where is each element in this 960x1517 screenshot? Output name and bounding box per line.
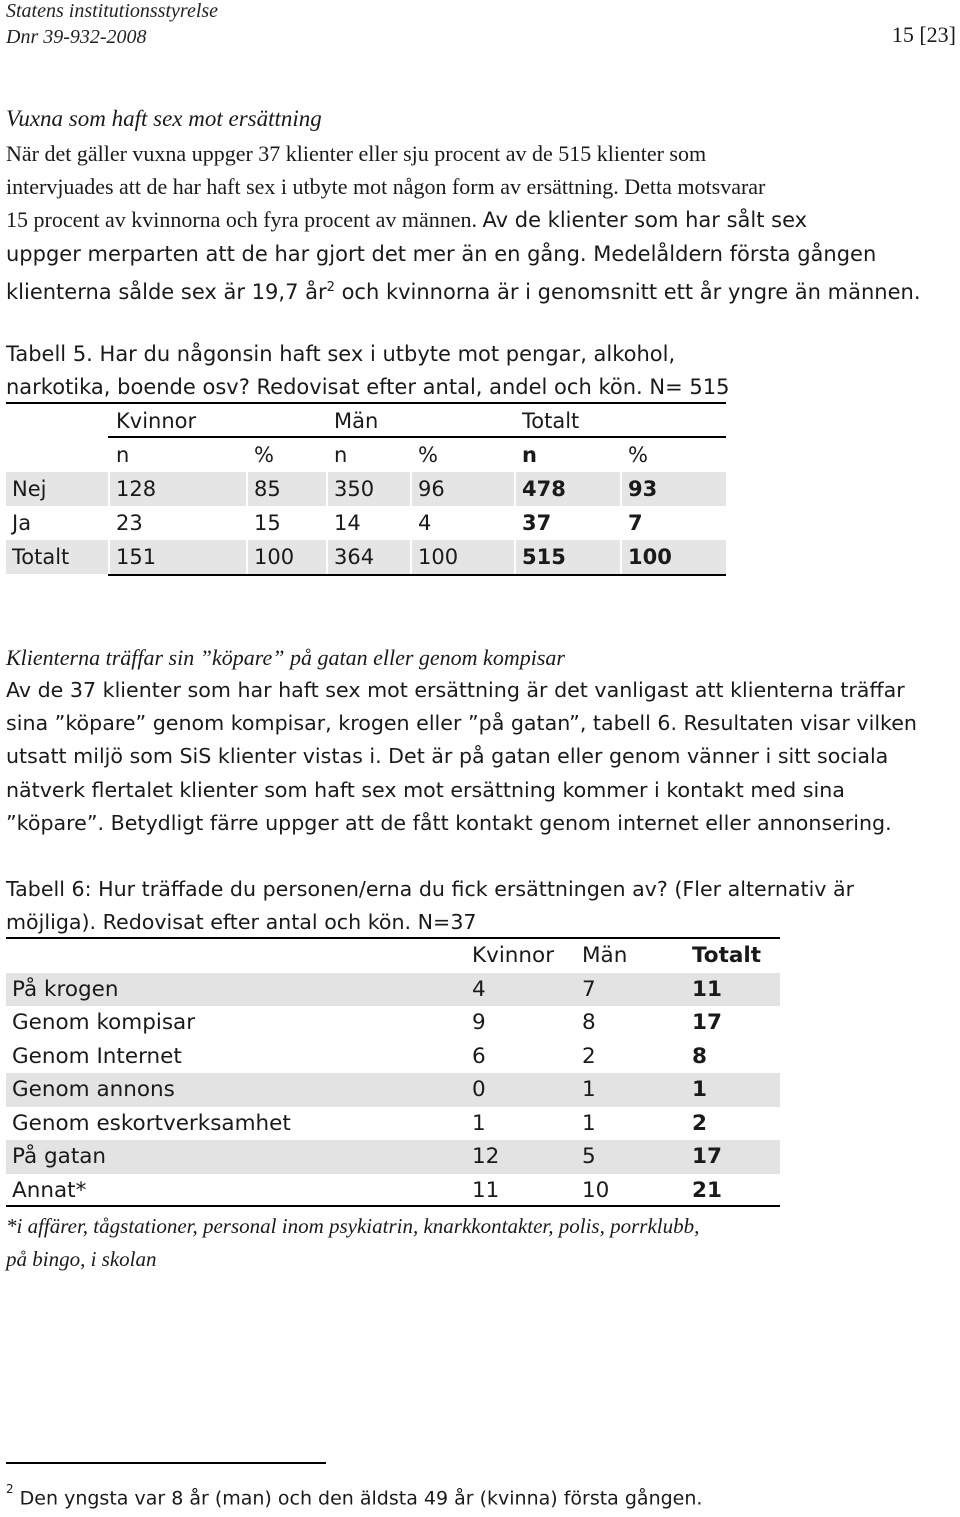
- paragraph-text: och kvinnorna är i genomsnitt ett år yngre än männen.: [334, 279, 921, 304]
- table6-header: [6, 939, 780, 973]
- table6-bottom-rule: [6, 1205, 780, 1207]
- column-divider: [514, 472, 516, 574]
- table-cell: 10: [582, 1177, 610, 1203]
- table-cell: 11: [692, 976, 722, 1002]
- section-heading-buyers: Klienterna träffar sin ”köpare” på gatan eller genom kompisar: [6, 645, 565, 670]
- row-label: Totalt: [12, 545, 70, 569]
- table-cell: 478: [522, 477, 566, 501]
- table5-caption: [6, 338, 958, 404]
- footnote-rule: [6, 1462, 326, 1464]
- table-cell: 17: [692, 1010, 722, 1035]
- row-label: Genom kompisar: [12, 1010, 196, 1035]
- table6-note: [6, 1210, 906, 1276]
- footnote-number: 2: [6, 1482, 14, 1496]
- section-heading-adults: Vuxna som haft sex mot ersättning: [6, 106, 322, 131]
- group-header-totalt: Totalt: [522, 409, 580, 433]
- document-reference: Dnr 39-932-2008: [6, 26, 147, 48]
- group-header-man: Män: [334, 409, 379, 433]
- paragraph-text: Medelåldern första gången: [593, 241, 877, 266]
- paragraph-line: [6, 271, 958, 309]
- table-cell: 37: [522, 511, 552, 535]
- table-cell: 96: [418, 477, 445, 501]
- paragraph-text: 15 procent av kvinnorna och fyra procent av männen.: [6, 207, 477, 233]
- table-cell: 15: [254, 511, 281, 535]
- subheader-percent: %: [418, 443, 438, 467]
- column-divider: [326, 472, 328, 574]
- table-cell: 4: [472, 976, 486, 1002]
- subheader-n: n: [334, 443, 348, 467]
- table5-subheader: [6, 438, 726, 472]
- table-row: [6, 472, 726, 506]
- table6: [6, 939, 780, 1207]
- table-cell: 85: [254, 477, 281, 501]
- caption-line: Tabell 6: Hur träffade du personen/erna du fick ersättningen av? (Fler alternativ är: [6, 877, 855, 901]
- table-cell: 1: [582, 1077, 596, 1102]
- paragraph-line: [6, 238, 958, 271]
- table-row: [6, 1174, 780, 1208]
- table-row: [6, 506, 726, 540]
- table-cell: 364: [334, 545, 375, 569]
- table-cell: 151: [116, 545, 157, 569]
- column-header-man: Män: [582, 943, 628, 968]
- table-row: [6, 1040, 780, 1074]
- column-divider: [108, 472, 110, 574]
- footnote-ref: 2: [326, 279, 335, 295]
- column-header-kvinnor: Kvinnor: [472, 943, 555, 968]
- row-label: Nej: [12, 477, 47, 501]
- paragraph-line: ”köpare”. Betydligt färre uppger att de fått kontakt genom internet eller annonsering.: [6, 810, 892, 835]
- note-line: *i affärer, tågstationer, personal inom psykiatrin, knarkkontakter, polis, porrklubb,: [6, 1214, 700, 1238]
- caption-line: möjliga). Redovisat efter antal och kön. N=37: [6, 910, 477, 935]
- paragraph-line: När det gäller vuxna uppger 37 klienter eller sju procent av de 515 klienter som: [6, 141, 707, 166]
- table-cell: 4: [418, 511, 432, 535]
- subheader-percent: %: [628, 443, 648, 467]
- table-row: [6, 973, 780, 1007]
- paragraph-text: Av de klienter som har sålt sex: [482, 208, 808, 233]
- table-cell: 350: [334, 477, 375, 501]
- table-row: [6, 540, 726, 574]
- column-header-totalt: Totalt: [692, 943, 762, 968]
- table5-bottom-rule: [108, 574, 726, 576]
- table-cell: 21: [692, 1177, 722, 1203]
- table-cell: 8: [692, 1043, 707, 1069]
- table-cell: 100: [628, 545, 672, 569]
- column-divider: [620, 472, 622, 574]
- table-cell: 9: [472, 1010, 486, 1035]
- paragraph-text: klienterna sålde sex är 19,7 år: [6, 279, 327, 304]
- table-cell: 93: [628, 477, 658, 501]
- paragraph-line: Av de 37 klienter som har haft sex mot ersättning är det vanligast att klienterna träffar: [6, 678, 905, 702]
- table-cell: 0: [472, 1077, 486, 1102]
- table-cell: 7: [628, 511, 643, 535]
- table-cell: 11: [472, 1177, 500, 1203]
- table-row: [6, 1107, 780, 1141]
- caption-line: Tabell 5. Har du någonsin haft sex i utbyte mot pengar, alkohol,: [6, 342, 676, 366]
- column-divider: [410, 472, 412, 574]
- table-cell: 128: [116, 477, 157, 501]
- table-cell: 7: [582, 976, 596, 1002]
- table-cell: 1: [692, 1077, 707, 1102]
- organization-name: Statens institutionsstyrelse: [6, 0, 219, 22]
- row-label: Genom eskortverksamhet: [12, 1110, 291, 1136]
- subheader-n: n: [116, 443, 130, 467]
- footnote: [6, 1482, 703, 1510]
- table6-caption: [6, 873, 958, 939]
- table-row: [6, 1073, 780, 1107]
- column-divider: [246, 472, 248, 574]
- table-cell: 515: [522, 545, 566, 569]
- caption-line: narkotika, boende osv? Redovisat efter antal, andel och kön. N= 515: [6, 375, 730, 400]
- table-cell: 14: [334, 511, 361, 535]
- paragraph-line: sina ”köpare” genom kompisar, krogen eller ”på gatan”, tabell 6. Resultaten visar vilken: [6, 711, 917, 736]
- table-cell: 23: [116, 511, 143, 535]
- paragraph-text: uppger merparten att de har gjort det mer än en gång.: [6, 241, 587, 266]
- row-label: Genom Internet: [12, 1043, 182, 1069]
- subheader-percent: %: [254, 443, 274, 467]
- footnote-text: Den yngsta var 8 år (man) och den äldsta 49 år (kvinna) första gången.: [13, 1487, 703, 1510]
- paragraph-line: nätverk flertalet klienter som haft sex mot ersättning kommer i kontakt med sina: [6, 777, 845, 802]
- table5: [6, 404, 726, 574]
- paragraph-line: [6, 203, 958, 237]
- page-number: 15 [23]: [891, 22, 956, 47]
- table-cell: 17: [692, 1144, 722, 1169]
- table-cell: 100: [254, 545, 295, 569]
- table-cell: 5: [582, 1144, 596, 1169]
- paragraph-line: intervjuades att de har haft sex i utbyte mot någon form av ersättning. Detta motsvarar: [6, 174, 766, 200]
- group-header-kvinnor: Kvinnor: [116, 409, 197, 433]
- table-cell: 12: [472, 1144, 500, 1169]
- paragraph-adults: [6, 137, 958, 309]
- row-label: Genom annons: [12, 1077, 175, 1102]
- table-cell: 1: [472, 1110, 486, 1136]
- subheader-n: n: [522, 443, 537, 467]
- paragraph-line: utsatt miljö som SiS klienter vistas i. Det är på gatan eller genom vänner i sitt sociala: [6, 744, 889, 769]
- table5-group-header: [6, 404, 726, 438]
- table-row: [6, 1140, 780, 1174]
- table-cell: 2: [582, 1043, 596, 1069]
- note-line: på bingo, i skolan: [6, 1247, 157, 1271]
- row-label: Ja: [12, 511, 32, 535]
- row-label: På gatan: [12, 1144, 107, 1169]
- table-cell: 100: [418, 545, 459, 569]
- table-cell: 1: [582, 1110, 596, 1136]
- table-cell: 6: [472, 1043, 486, 1069]
- table-cell: 8: [582, 1010, 596, 1035]
- table-cell: 2: [692, 1110, 707, 1136]
- paragraph-buyers: [6, 674, 958, 840]
- row-label: Annat*: [12, 1177, 87, 1203]
- table-row: [6, 1006, 780, 1040]
- row-label: På krogen: [12, 976, 119, 1002]
